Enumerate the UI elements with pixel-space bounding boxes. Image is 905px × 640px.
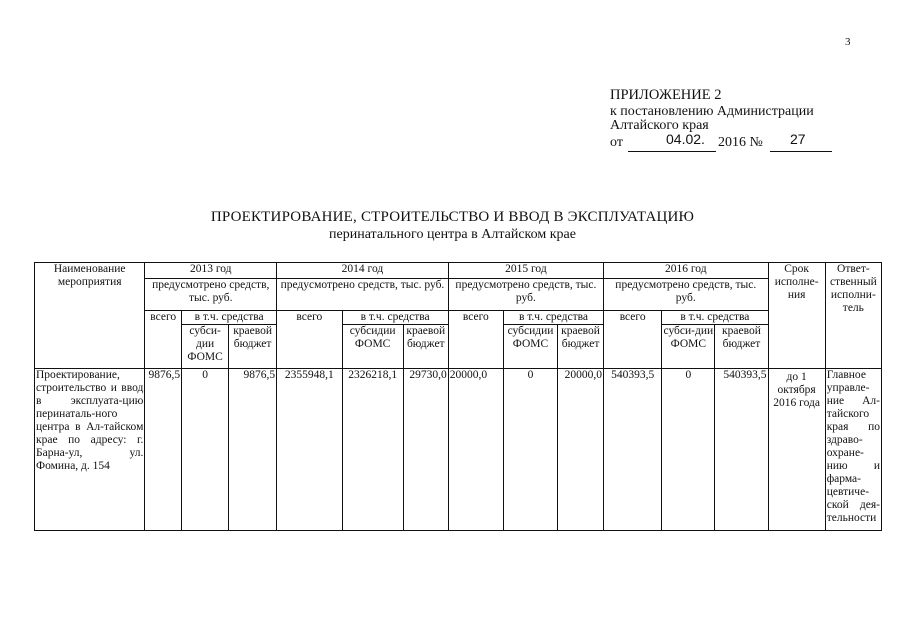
appendix-line-1: к постановлению Администрации (610, 104, 814, 119)
header-responsible: Ответ-ственный исполни-тель (825, 263, 881, 369)
row-2015-total: 20000,0 (448, 369, 503, 531)
appendix-date-line (610, 131, 814, 152)
row-2014-total: 2355948,1 (277, 369, 342, 531)
header-provided-2016: предусмотрено средств, тыс. руб. (604, 279, 768, 311)
appendix-heading: ПРИЛОЖЕНИЕ 2 (610, 87, 722, 103)
row-2016-foms: 0 (662, 369, 715, 531)
header-budget-2013: краевой бюджет (229, 325, 277, 369)
row-2014-foms: 2326218,1 (342, 369, 403, 531)
header-budget-2015-bottom: бюджет (561, 338, 600, 350)
header-total-2013: всего (145, 311, 182, 369)
header-provided-2013: предусмотрено средств, тыс. руб. (145, 279, 277, 311)
appendix-line-2: Алтайского края (610, 118, 709, 133)
header-incl-2016: в т.ч. средства (662, 311, 768, 325)
table-row (35, 369, 882, 531)
header-provided-2014: предусмотрено средств, тыс. руб. (277, 279, 449, 311)
funding-table (34, 262, 882, 531)
header-deadline: Срок исполне-ния (768, 263, 825, 369)
header-year-2014: 2014 год (277, 263, 449, 279)
row-2013-total: 9876,5 (145, 369, 182, 531)
header-total-2016: всего (604, 311, 662, 369)
header-name: Наименование мероприятия (35, 263, 145, 369)
row-responsible: Главное управле-ние Ал-тайского края по здраво-охране-нию и фарма-цевтиче-ской дея-тельности (825, 369, 881, 531)
header-total-2014: всего (277, 311, 342, 369)
header-provided-2015: предусмотрено средств, тыс. руб. (448, 279, 603, 311)
date-value: 04.02. (666, 131, 705, 147)
row-2013-foms: 0 (182, 369, 229, 531)
year-label: 2016 № (718, 135, 763, 150)
page-number: 3 (845, 36, 851, 48)
header-budget-2015-top: краевой (561, 325, 600, 337)
row-deadline: до 1 октября 2016 года (768, 369, 825, 531)
row-2013-budget: 9876,5 (229, 369, 277, 531)
row-2016-total: 540393,5 (604, 369, 662, 531)
header-incl-2015: в т.ч. средства (503, 311, 603, 325)
header-incl-2013: в т.ч. средства (182, 311, 277, 325)
row-2015-foms: 0 (503, 369, 557, 531)
document-subtitle: перинатального центра в Алтайском крае (329, 227, 576, 242)
from-label: от (610, 135, 623, 150)
row-name: Проектирование, строительство и ввод в эксплуата-цию перинаталь-ного центра в Ал-тайском крае по адресу: г. Барна-ул, ул. Фомина, д. 154 (35, 369, 145, 531)
row-2015-budget: 20000,0 (558, 369, 604, 531)
header-year-2016: 2016 год (604, 263, 768, 279)
header-incl-2014: в т.ч. средства (342, 311, 448, 325)
header-year-2013: 2013 год (145, 263, 277, 279)
document-title: ПРОЕКТИРОВАНИЕ, СТРОИТЕЛЬСТВО И ВВОД В ЭКСПЛУАТАЦИЮ (210, 209, 695, 225)
header-foms-2016: субси-дии ФОМС (662, 325, 715, 369)
header-foms-2014: субсидии ФОМС (342, 325, 403, 369)
row-2014-budget: 29730,0 (403, 369, 448, 531)
header-budget-2016: краевой бюджет (715, 325, 768, 369)
header-foms-2013: субси-дии ФОМС (182, 325, 229, 369)
header-budget-2015 (558, 325, 604, 369)
header-year-2015: 2015 год (448, 263, 603, 279)
header-total-2015: всего (448, 311, 503, 369)
number-value: 27 (790, 131, 806, 147)
header-budget-2014: краевой бюджет (403, 325, 448, 369)
appendix-block (610, 88, 814, 152)
row-2016-budget: 540393,5 (715, 369, 768, 531)
header-foms-2015: субсидии ФОМС (503, 325, 557, 369)
